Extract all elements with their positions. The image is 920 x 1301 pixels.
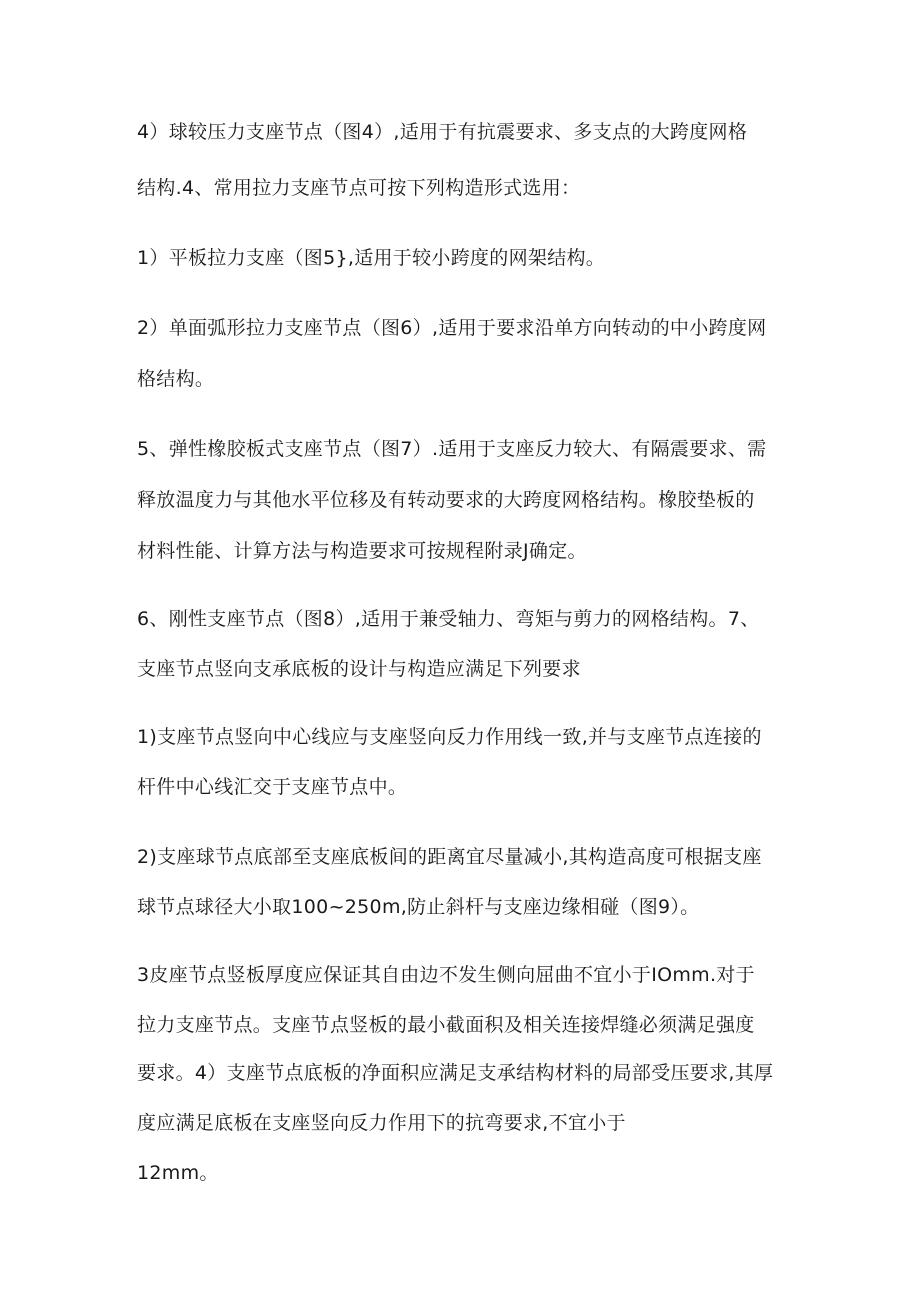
text-line: 5、弹性橡胶板式支座节点（图7）.适用于支座反力较大、有隔震要求、需 xyxy=(137,438,767,460)
text-line: 拉力支座节点。支座节点竖板的最小截面积及相关连接焊缝必须满足强度 xyxy=(137,1014,755,1036)
text-line: 材料性能、计算方法与构造要求可按规程附录J确定。 xyxy=(137,540,587,562)
text-line: 3皮座节点竖板厚度应保证其自由边不发生侧向屈曲不宜小于IOmm.对于 xyxy=(137,964,755,986)
text-line: 1）平板拉力支座（图5},适用于较小跨度的网架结构。 xyxy=(137,247,606,269)
text-line: 2）单面弧形拉力支座节点（图6）,适用于要求沿单方向转动的中小跨度网 xyxy=(137,317,767,339)
text-line: 结构.4、常用拉力支座节点可按下列构造形式选用： xyxy=(137,177,581,199)
text-line: 要求。4）支座节点底板的净面积应满足支承结构材料的局部受压要求,其厚 xyxy=(137,1062,774,1084)
text-line: 支座节点竖向支承底板的设计与构造应满足下列要求 xyxy=(137,658,581,680)
text-line: 12mm。 xyxy=(137,1162,219,1184)
text-line: 度应满足底板在支座竖向反力作用下的抗弯要求,不宜小于 xyxy=(137,1112,626,1134)
text-line: 1)支座节点竖向中心线应与支座竖向反力作用线一致,并与支座节点连接的 xyxy=(137,726,762,748)
text-line: 杆件中心线汇交于支座节点中。 xyxy=(137,776,408,798)
text-line: 2)支座球节点底部至支座底板间的距离宜尽量减小,其构造高度可根据支座 xyxy=(137,846,762,868)
text-line: 4）球较压力支座节点（图4）,适用于有抗震要求、多支点的大跨度网格 xyxy=(137,121,748,143)
text-line: 释放温度力与其他水平位移及有转动要求的大跨度网格结构。橡胶垫板的 xyxy=(137,489,755,511)
text-line: 6、刚性支座节点（图8）,适用于兼受轴力、弯矩与剪力的网格结构。7、 xyxy=(137,608,760,630)
text-line: 格结构。 xyxy=(137,368,215,390)
text-line: 球节点球径大小取100~250m,防止斜杆与支座边缘相碰（图9）。 xyxy=(137,896,700,918)
